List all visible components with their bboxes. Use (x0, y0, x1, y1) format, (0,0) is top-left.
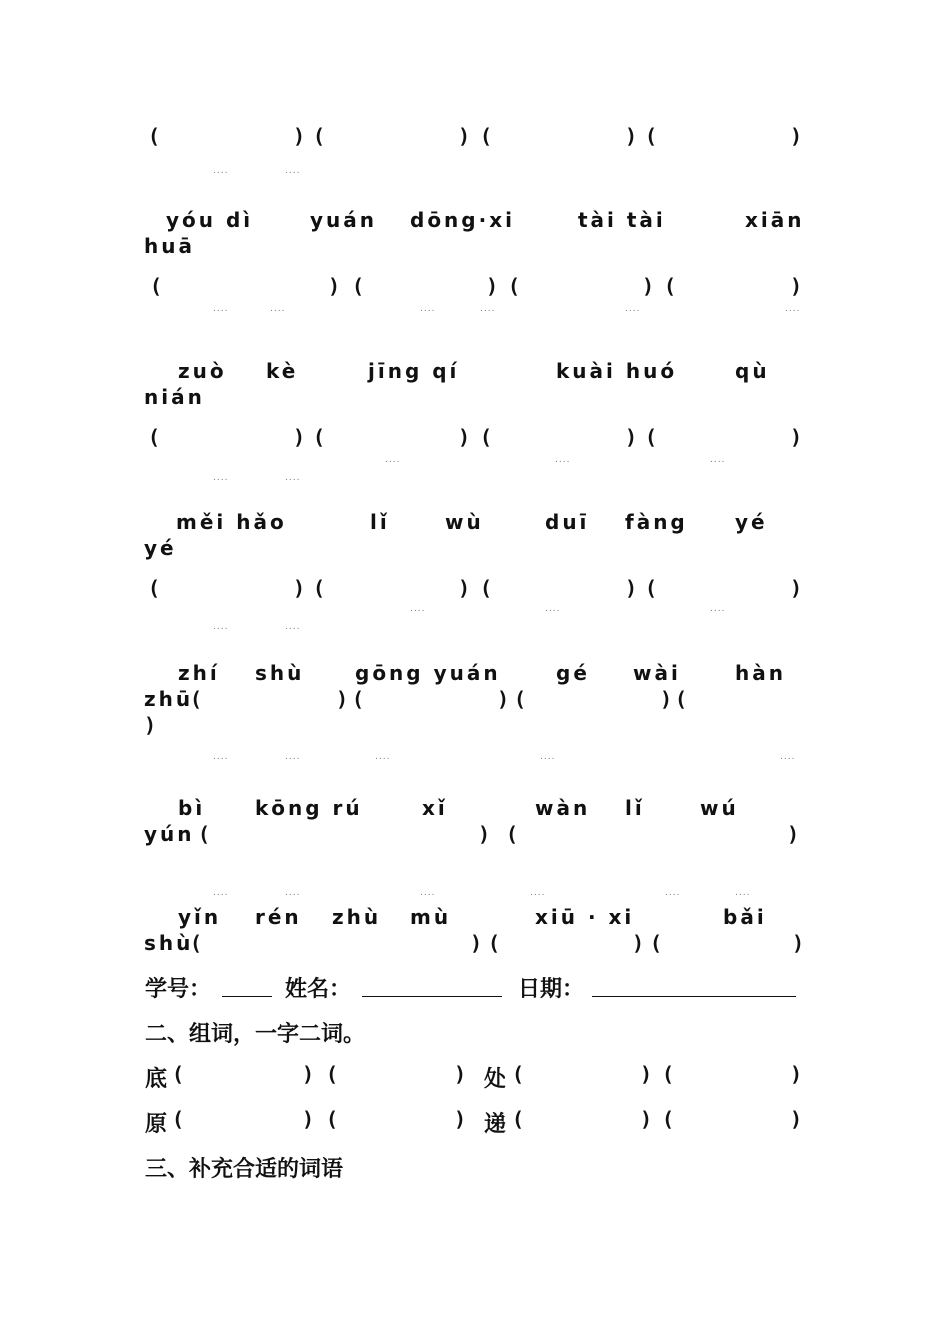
pinyin-word: xiān (745, 208, 805, 232)
pinyin-word: zhù (332, 905, 382, 929)
paren-open: ( (326, 1062, 339, 1086)
scan-mark: .... (710, 604, 726, 614)
scan-mark: .... (785, 304, 801, 314)
paren-open: ( (480, 124, 493, 148)
scan-mark: .... (545, 604, 561, 614)
paren-close: ) (458, 425, 471, 449)
scan-mark: .... (213, 888, 229, 898)
pinyin-word: yé (144, 536, 177, 560)
paren-open: ( (190, 931, 203, 955)
scan-mark: .... (213, 166, 229, 176)
pinyin-word: wài (633, 661, 681, 685)
char-di: 底 (145, 1066, 168, 1092)
scan-mark: .... (420, 888, 436, 898)
paren-close: ) (790, 576, 803, 600)
paren-close: ) (458, 576, 471, 600)
student-no-field[interactable] (222, 978, 272, 997)
pinyin-word: xǐ (422, 796, 448, 820)
pinyin-word: qù (735, 359, 770, 383)
paren-open: ( (352, 274, 365, 298)
pinyin-word: lǐ (370, 510, 390, 534)
scan-mark: .... (665, 888, 681, 898)
pinyin-word: bǎi (723, 905, 767, 929)
paren-open: ( (313, 576, 326, 600)
scan-mark: .... (375, 752, 391, 762)
pinyin-word: tài tài (578, 208, 666, 232)
pinyin-word: gé (556, 661, 590, 685)
scan-mark: .... (625, 304, 641, 314)
paren-open: ( (664, 274, 677, 298)
paren-close: ) (625, 576, 638, 600)
scan-mark: .... (385, 455, 401, 465)
paren-open: ( (514, 687, 527, 711)
pinyin-word: bì (178, 796, 206, 820)
pinyin-word: yǐn (178, 905, 222, 929)
scan-mark: .... (285, 752, 301, 762)
paren-close: ) (293, 425, 306, 449)
paren-close: ) (458, 124, 471, 148)
paren-open: ( (675, 687, 688, 711)
paren-close: ) (478, 822, 491, 846)
pinyin-word: huā (144, 234, 195, 258)
paren-open: ( (480, 576, 493, 600)
paren-open: ( (650, 931, 663, 955)
paren-close: ) (625, 124, 638, 148)
paren-close: ) (790, 274, 803, 298)
paren-close: ) (454, 1107, 467, 1131)
pinyin-word: wù (445, 510, 484, 534)
paren-open: ( (512, 1107, 525, 1131)
paren-open: ( (645, 576, 658, 600)
paren-open: ( (508, 274, 521, 298)
paren-close: ) (486, 274, 499, 298)
scan-mark: .... (540, 752, 556, 762)
scan-mark: .... (555, 455, 571, 465)
pinyin-word: duī (545, 510, 590, 534)
scan-mark: .... (285, 622, 301, 632)
paren-open: ( (172, 1062, 185, 1086)
paren-open: ( (190, 687, 203, 711)
paren-close: ) (497, 687, 510, 711)
scan-mark: .... (735, 888, 751, 898)
pinyin-word: rén (255, 905, 302, 929)
pinyin-word: nián (144, 385, 205, 409)
date-field[interactable] (592, 978, 796, 997)
pinyin-word: zuò (178, 359, 227, 383)
pinyin-word: dōng·xi (410, 208, 515, 232)
paren-open: ( (313, 425, 326, 449)
scan-mark: .... (285, 473, 301, 483)
paren-close: ) (454, 1062, 467, 1086)
pinyin-word: shù (144, 931, 194, 955)
pinyin-word: wàn (535, 796, 591, 820)
pinyin-word: zhū (144, 687, 194, 711)
pinyin-word: yún (144, 822, 195, 846)
pinyin-word: wú (700, 796, 739, 820)
paren-open: ( (645, 425, 658, 449)
char-chu: 处 (484, 1066, 507, 1092)
char-yuan: 原 (145, 1111, 168, 1137)
scan-mark: .... (213, 752, 229, 762)
paren-open: ( (512, 1062, 525, 1086)
name-field[interactable] (362, 978, 502, 997)
paren-open: ( (150, 274, 163, 298)
paren-close: ) (144, 713, 157, 737)
paren-close: ) (640, 1062, 653, 1086)
paren-open: ( (645, 124, 658, 148)
paren-close: ) (328, 274, 341, 298)
scan-mark: .... (213, 622, 229, 632)
scan-mark: .... (410, 604, 426, 614)
scan-mark: .... (710, 455, 726, 465)
pinyin-word: měi hǎo (176, 510, 287, 534)
pinyin-word: fàng (625, 510, 688, 534)
scan-mark: .... (213, 473, 229, 483)
section-2-title: 二、组词，一字二词。 (145, 1021, 366, 1047)
pinyin-word: lǐ (625, 796, 645, 820)
paren-open: ( (488, 931, 501, 955)
name-label: 姓名： (285, 976, 352, 1002)
paren-close: ) (790, 425, 803, 449)
section-3-title: 三、补充合适的词语 (145, 1156, 344, 1182)
paren-close: ) (293, 576, 306, 600)
paren-open: ( (198, 822, 211, 846)
paren-close: ) (625, 425, 638, 449)
paren-open: ( (662, 1107, 675, 1131)
paren-open: ( (148, 425, 161, 449)
paren-close: ) (293, 124, 306, 148)
scan-mark: .... (420, 304, 436, 314)
paren-close: ) (660, 687, 673, 711)
pinyin-word: zhí (178, 661, 220, 685)
paren-close: ) (632, 931, 645, 955)
pinyin-word: shù (255, 661, 305, 685)
paren-close: ) (642, 274, 655, 298)
pinyin-word: gōng yuán (355, 661, 501, 685)
paren-close: ) (790, 1062, 803, 1086)
pinyin-word: yóu dì (166, 208, 254, 232)
pinyin-word: jīng qí (368, 359, 460, 383)
pinyin-word: kōng rú (255, 796, 363, 820)
scan-mark: .... (270, 304, 286, 314)
paren-close: ) (302, 1107, 315, 1131)
paren-open: ( (480, 425, 493, 449)
paren-open: ( (662, 1062, 675, 1086)
pinyin-word: yé (735, 510, 768, 534)
pinyin-word: mù (410, 905, 452, 929)
scan-mark: .... (480, 304, 496, 314)
date-label: 日期： (518, 976, 585, 1002)
char-di-2: 递 (484, 1111, 507, 1137)
paren-open: ( (352, 687, 365, 711)
scan-mark: .... (285, 166, 301, 176)
paren-open: ( (313, 124, 326, 148)
paren-open: ( (148, 576, 161, 600)
paren-open: ( (148, 124, 161, 148)
paren-close: ) (640, 1107, 653, 1131)
scan-mark: .... (780, 752, 796, 762)
pinyin-word: kuài huó (556, 359, 678, 383)
pinyin-word: kè (266, 359, 299, 383)
paren-close: ) (787, 822, 800, 846)
student-no-label: 学号： (145, 976, 212, 1002)
paren-open: ( (506, 822, 519, 846)
scan-mark: .... (530, 888, 546, 898)
paren-close: ) (790, 124, 803, 148)
scan-mark: .... (213, 304, 229, 314)
paren-open: ( (172, 1107, 185, 1131)
paren-close: ) (790, 1107, 803, 1131)
paren-open: ( (326, 1107, 339, 1131)
paren-close: ) (336, 687, 349, 711)
paren-close: ) (792, 931, 805, 955)
scan-mark: .... (285, 888, 301, 898)
paren-close: ) (470, 931, 483, 955)
pinyin-word: hàn (735, 661, 786, 685)
paren-close: ) (302, 1062, 315, 1086)
pinyin-word: yuán (310, 208, 378, 232)
pinyin-word: xiū · xi (535, 905, 635, 929)
